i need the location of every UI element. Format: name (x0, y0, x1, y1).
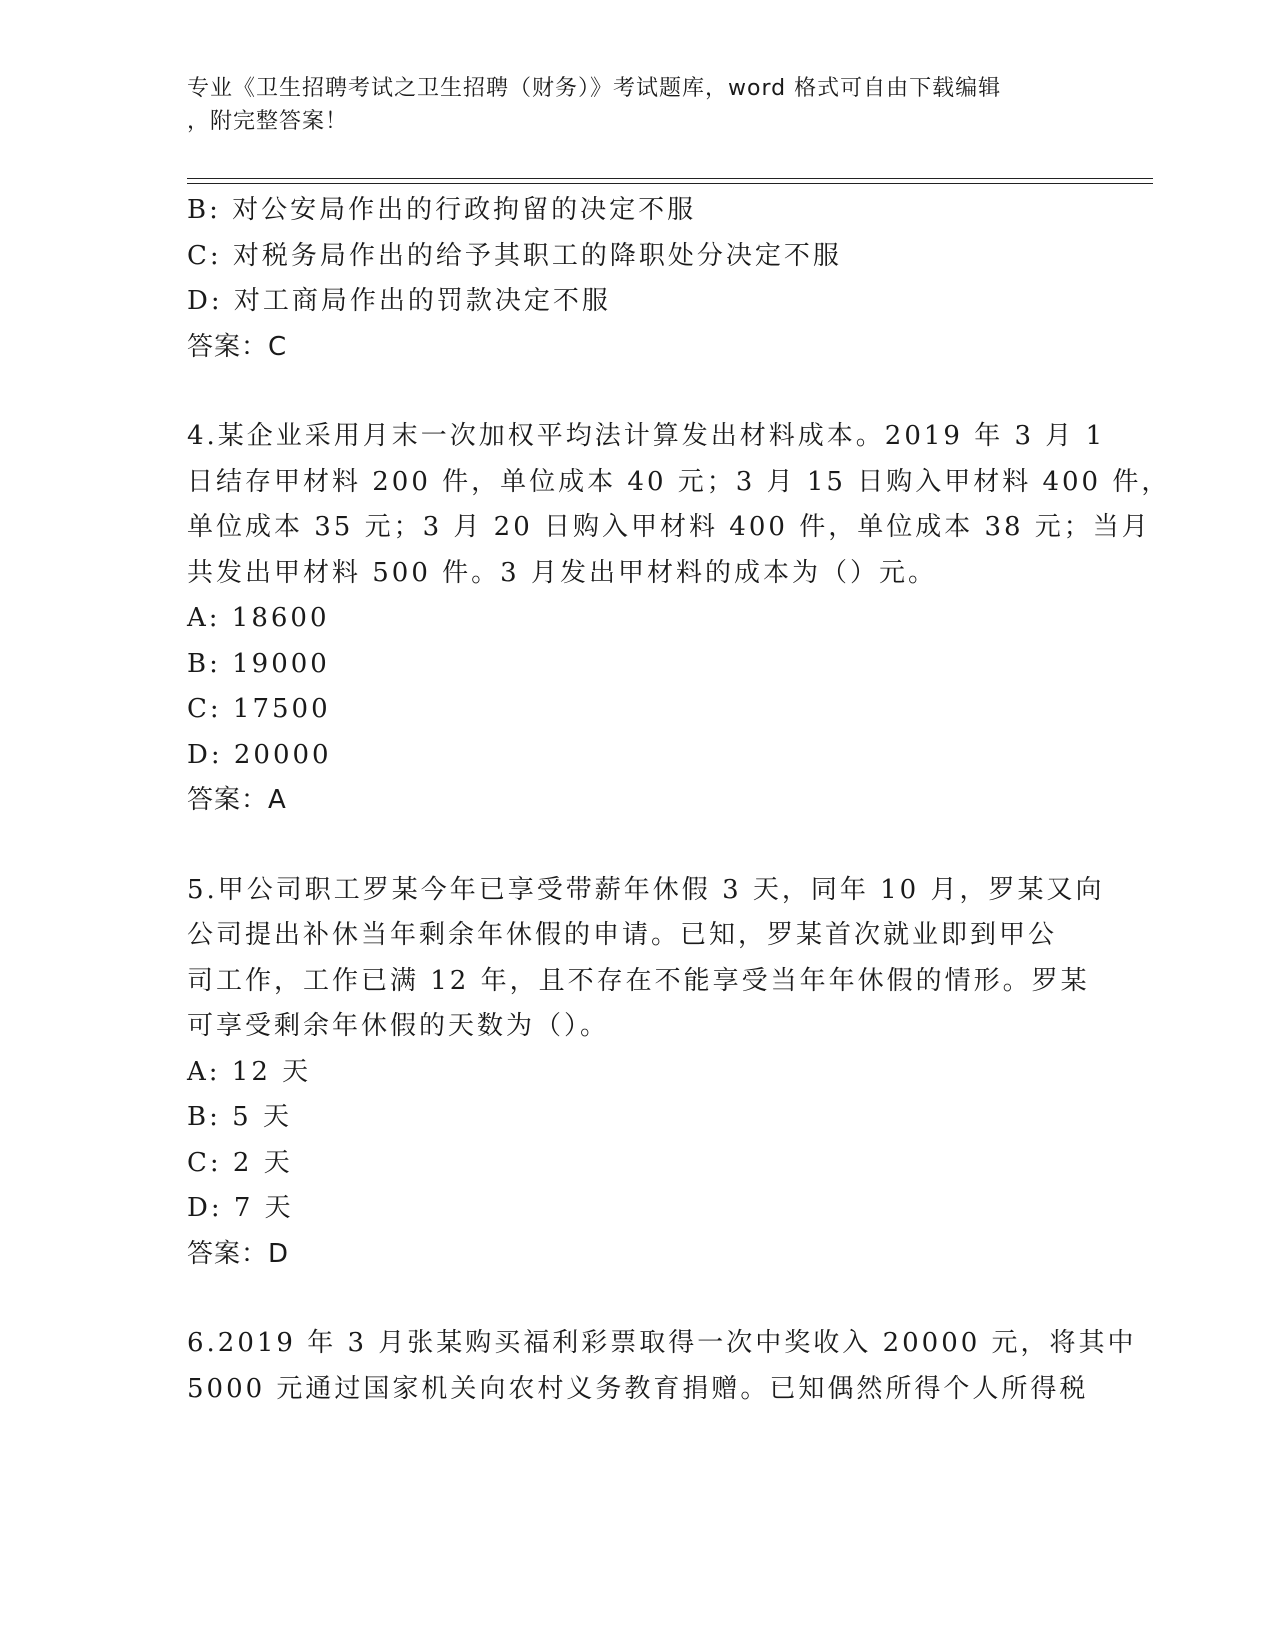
option-b: B: 19000 (187, 648, 330, 679)
option-d: D: 20000 (187, 739, 332, 770)
option-b: B: 5 天 (187, 1102, 292, 1132)
question-4 (187, 414, 1171, 824)
header-line-1: 专业《卫生招聘考试之卫生招聘（财务）》考试题库，word 格式可自由下载编辑 (187, 76, 1002, 101)
stem-line: 公司提出补休当年剩余年休假的申请。已知，罗某首次就业即到甲公 (187, 920, 1058, 950)
question-3 (187, 188, 1087, 370)
question-6 (187, 1321, 1137, 1412)
header-line-2: ，附完整答案！ (187, 109, 349, 134)
stem-line: 5000 元通过国家机关向农村义务教育捐赠。已知偶然所得个人所得税 (187, 1373, 1089, 1404)
option-c: C: 对税务局作出的给予其职工的降职处分决定不服 (187, 240, 842, 271)
stem-line: 司工作，工作已满 12 年，且不存在不能享受当年年休假的情形。罗某 (187, 965, 1090, 996)
stem-line: 5.甲公司职工罗某今年已享受带薪年休假 3 天，同年 10 月，罗某又向 (187, 874, 1105, 905)
header-divider (187, 178, 1153, 184)
question-list (187, 188, 1171, 1412)
spacer (187, 1277, 1087, 1321)
stem-line: 单位成本 35 元；3 月 20 日购入甲材料 400 件，单位成本 38 元；当月 (187, 512, 1151, 542)
option-c: C: 17500 (187, 694, 331, 724)
spacer (187, 370, 1087, 414)
option-d: D: 7 天 (187, 1193, 294, 1223)
question-stem (187, 1321, 1137, 1412)
stem-line: 6.2019 年 3 月张某购买福利彩票取得一次中奖收入 20000 元，将其中 (187, 1328, 1137, 1358)
stem-line: 可享受剩余年休假的天数为（）。 (187, 1011, 610, 1041)
answer-label: 答案：A (187, 785, 287, 815)
option-a: A: 12 天 (187, 1056, 312, 1087)
answer-label: 答案：C (187, 331, 288, 362)
option-d: D: 对工商局作出的罚款决定不服 (187, 286, 611, 316)
question-stem (187, 414, 1171, 596)
question-5 (187, 868, 1105, 1278)
option-c: C: 2 天 (187, 1147, 293, 1178)
question-stem (187, 868, 1105, 1050)
stem-line: 共发出甲材料 500 件。3 月发出甲材料的成本为（）元。 (187, 557, 937, 588)
spacer (187, 824, 1087, 868)
option-b: B: 对公安局作出的行政拘留的决定不服 (187, 195, 697, 225)
stem-line: 4.某企业采用月末一次加权平均法计算发出材料成本。2019 年 3 月 1 (187, 421, 1106, 451)
option-a: A: 18600 (187, 603, 330, 633)
answer-label: 答案：D (187, 1238, 290, 1269)
stem-line: 日结存甲材料 200 件，单位成本 40 元；3 月 15 日购入甲材料 400 件， (187, 466, 1171, 497)
document-header (187, 72, 1087, 138)
